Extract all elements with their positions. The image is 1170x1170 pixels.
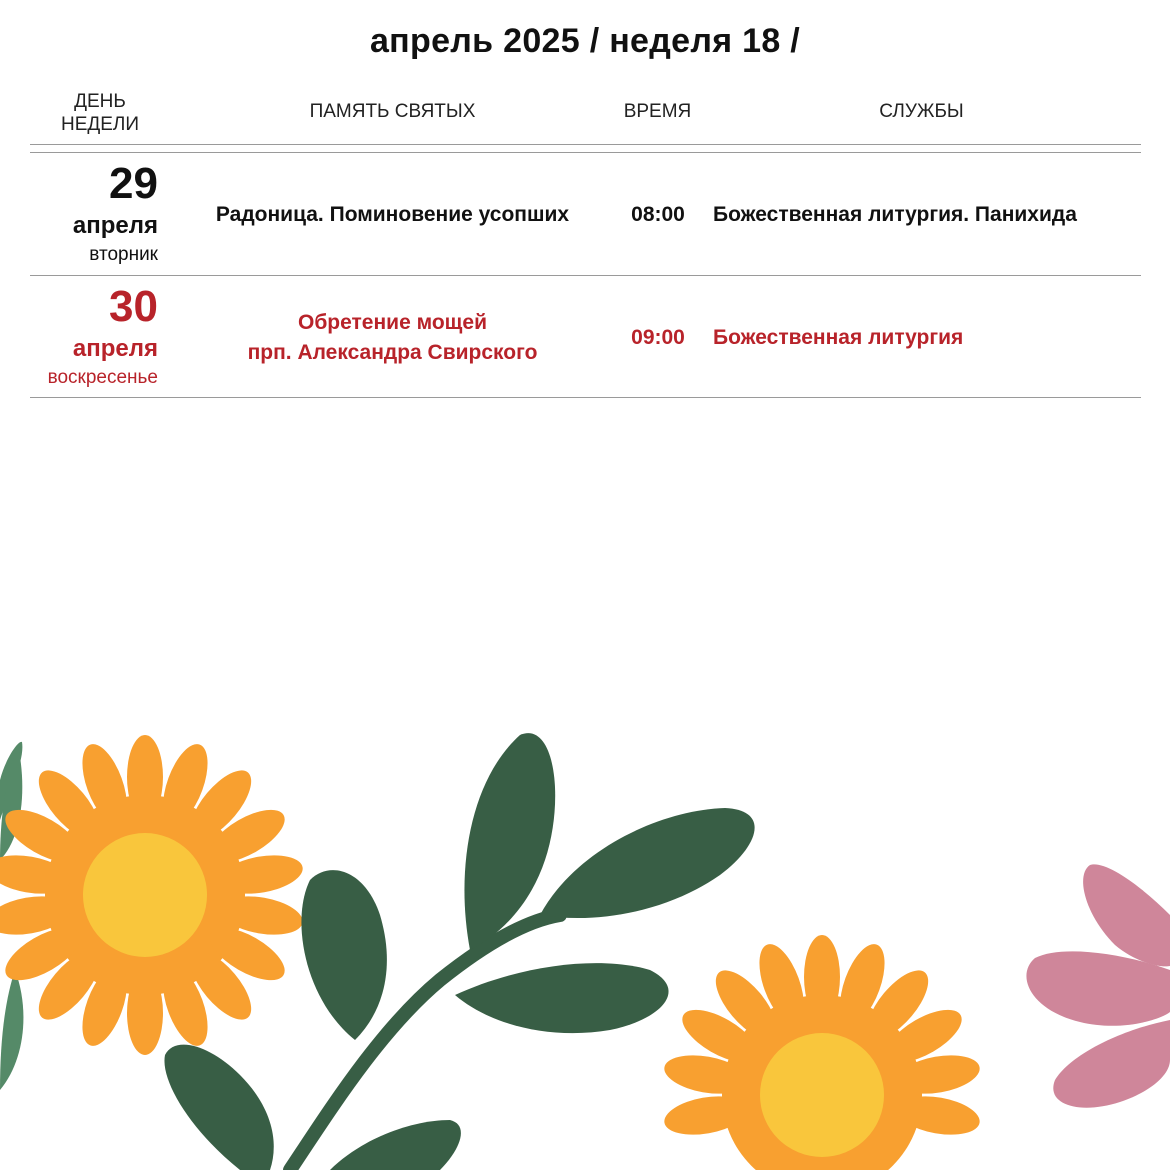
saint-line-2: прп. Александра Свирского <box>247 341 538 364</box>
saint-commemoration <box>200 154 585 276</box>
column-header-day-line1: ДЕНЬ <box>74 91 126 112</box>
saint-commemoration <box>200 277 585 399</box>
table-row <box>30 154 1141 276</box>
day-month: апреля <box>72 212 158 239</box>
page-title: апрель 2025 / неделя 18 / <box>369 22 801 60</box>
saint-line-1: Радоница. Поминовение усопших <box>215 203 570 226</box>
service-name: Божественная литургия. Панихида <box>713 203 1077 226</box>
service-time: 09:00 <box>631 326 685 349</box>
header-divider-bottom <box>30 152 1141 153</box>
table-row <box>30 277 1141 399</box>
saint-line-1: Обретение мощей <box>297 311 487 334</box>
row-divider <box>30 275 1141 276</box>
day-number: 29 <box>109 159 158 208</box>
service-name: Божественная литургия <box>713 326 964 349</box>
header-divider-top <box>30 144 1141 145</box>
column-header-services: СЛУЖБЫ <box>879 101 964 122</box>
column-header-day-line2: НЕДЕЛИ <box>60 114 140 135</box>
day-weekday: вторник <box>89 244 158 265</box>
column-header-time: ВРЕМЯ <box>623 101 692 122</box>
day-number: 30 <box>109 282 158 331</box>
row-divider <box>30 397 1141 398</box>
table-header <box>30 88 1141 144</box>
day-month: апреля <box>72 335 158 362</box>
sunflower-icon <box>0 735 306 1055</box>
column-header-saints: ПАМЯТЬ СВЯТЫХ <box>309 101 476 122</box>
column-header-day <box>30 90 170 136</box>
floral-decoration <box>0 700 1170 1170</box>
sunflower-icon <box>661 935 982 1170</box>
pink-flower-icon <box>1026 864 1170 1107</box>
service-time: 08:00 <box>631 203 685 226</box>
day-weekday: воскресенье <box>47 367 158 388</box>
